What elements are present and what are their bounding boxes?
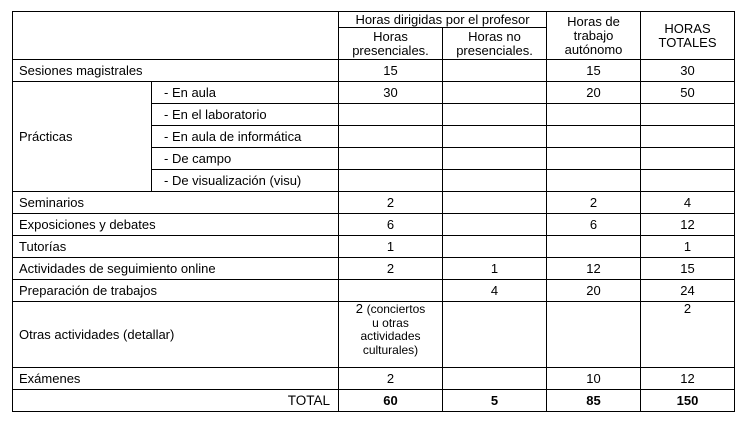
cell-presenciales: 2 — [339, 192, 443, 214]
cell-presenciales — [339, 280, 443, 302]
cell-autonomo — [547, 104, 641, 126]
row-label: Tutorías — [13, 236, 339, 258]
otras-note-2: u otras — [372, 315, 409, 330]
row-label: Sesiones magistrales — [13, 60, 339, 82]
cell-total: 1 — [641, 236, 735, 258]
otras-count: 2 — [355, 301, 363, 316]
practicas-label: Prácticas — [13, 82, 152, 192]
cell-autonomo — [547, 170, 641, 192]
cell-autonomo: 85 — [547, 390, 641, 412]
header-presenciales: Horas presenciales. — [339, 28, 443, 60]
row-label: Seminarios — [13, 192, 339, 214]
cell-autonomo: 2 — [547, 192, 641, 214]
cell-autonomo: 15 — [547, 60, 641, 82]
cell-no-presenciales — [443, 148, 547, 170]
cell-autonomo — [547, 126, 641, 148]
cell-autonomo — [547, 148, 641, 170]
cell-total: 12 — [641, 214, 735, 236]
cell-no-presenciales: 4 — [443, 280, 547, 302]
cell-autonomo: 20 — [547, 280, 641, 302]
cell-no-presenciales: 5 — [443, 390, 547, 412]
cell-no-presenciales — [443, 170, 547, 192]
otras-note-3: actividades — [360, 329, 421, 343]
table-row-preparacion — [13, 280, 735, 302]
cell-autonomo: 20 — [547, 82, 641, 104]
table-row-otras — [13, 302, 735, 368]
cell-autonomo: 12 — [547, 258, 641, 280]
cell-no-presenciales: 1 — [443, 258, 547, 280]
cell-no-presenciales — [443, 104, 547, 126]
table-row-tutorias — [13, 236, 735, 258]
cell-total — [641, 170, 735, 192]
cell-presenciales — [339, 148, 443, 170]
row-label: - En el laboratorio — [152, 104, 339, 126]
hours-table — [12, 11, 735, 412]
header-no-presenciales: Horas no presenciales. — [443, 28, 547, 60]
header-group-directed: Horas dirigidas por el profesor — [339, 12, 547, 28]
cell-no-presenciales — [443, 192, 547, 214]
cell-presenciales: 1 — [339, 236, 443, 258]
cell-presenciales — [339, 104, 443, 126]
cell-presenciales: 2 — [339, 258, 443, 280]
header-autonomo: Horas de trabajo autónomo — [547, 12, 641, 60]
cell-presenciales — [339, 126, 443, 148]
cell-total: 50 — [641, 82, 735, 104]
otras-note-1: (conciertos — [366, 302, 426, 316]
cell-total: 24 — [641, 280, 735, 302]
table-row-examenes — [13, 368, 735, 390]
cell-total: 12 — [641, 368, 735, 390]
header-totales: HORAS TOTALES — [641, 12, 735, 60]
cell-presenciales — [339, 302, 443, 368]
cell-autonomo: 10 — [547, 368, 641, 390]
cell-presenciales: 15 — [339, 60, 443, 82]
cell-presenciales — [339, 170, 443, 192]
cell-total — [641, 148, 735, 170]
total-label: TOTAL — [13, 390, 339, 412]
row-label: Actividades de seguimiento online — [13, 258, 339, 280]
cell-autonomo — [547, 236, 641, 258]
cell-presenciales: 30 — [339, 82, 443, 104]
cell-total: 2 — [641, 302, 735, 368]
cell-no-presenciales — [443, 236, 547, 258]
otras-note-4: culturales) — [362, 342, 419, 357]
cell-autonomo — [547, 302, 641, 368]
row-label: - En aula — [152, 82, 339, 104]
row-label: - En aula de informática — [152, 126, 339, 148]
cell-total: 150 — [641, 390, 735, 412]
cell-total — [641, 104, 735, 126]
cell-no-presenciales — [443, 368, 547, 390]
table-row-seminarios — [13, 192, 735, 214]
cell-presenciales: 6 — [339, 214, 443, 236]
cell-no-presenciales — [443, 60, 547, 82]
table-row-practicas-aula — [13, 82, 735, 104]
row-label: Preparación de trabajos — [13, 280, 339, 302]
row-label: Exposiciones y debates — [13, 214, 339, 236]
table-row-seguimiento — [13, 258, 735, 280]
cell-total: 15 — [641, 258, 735, 280]
cell-total: 30 — [641, 60, 735, 82]
cell-no-presenciales — [443, 82, 547, 104]
row-label: - De visualización (visu) — [152, 170, 339, 192]
table-row-total — [13, 390, 735, 412]
table-row-exposiciones — [13, 214, 735, 236]
row-label: Otras actividades (detallar) — [13, 302, 339, 368]
cell-total: 4 — [641, 192, 735, 214]
cell-autonomo: 6 — [547, 214, 641, 236]
cell-no-presenciales — [443, 214, 547, 236]
cell-presenciales: 2 — [339, 368, 443, 390]
table-row-sesiones — [13, 60, 735, 82]
cell-total — [641, 126, 735, 148]
cell-no-presenciales — [443, 302, 547, 368]
row-label: Exámenes — [13, 368, 339, 390]
header-blank-cell — [13, 12, 339, 60]
row-label: - De campo — [152, 148, 339, 170]
cell-presenciales: 60 — [339, 390, 443, 412]
cell-no-presenciales — [443, 126, 547, 148]
